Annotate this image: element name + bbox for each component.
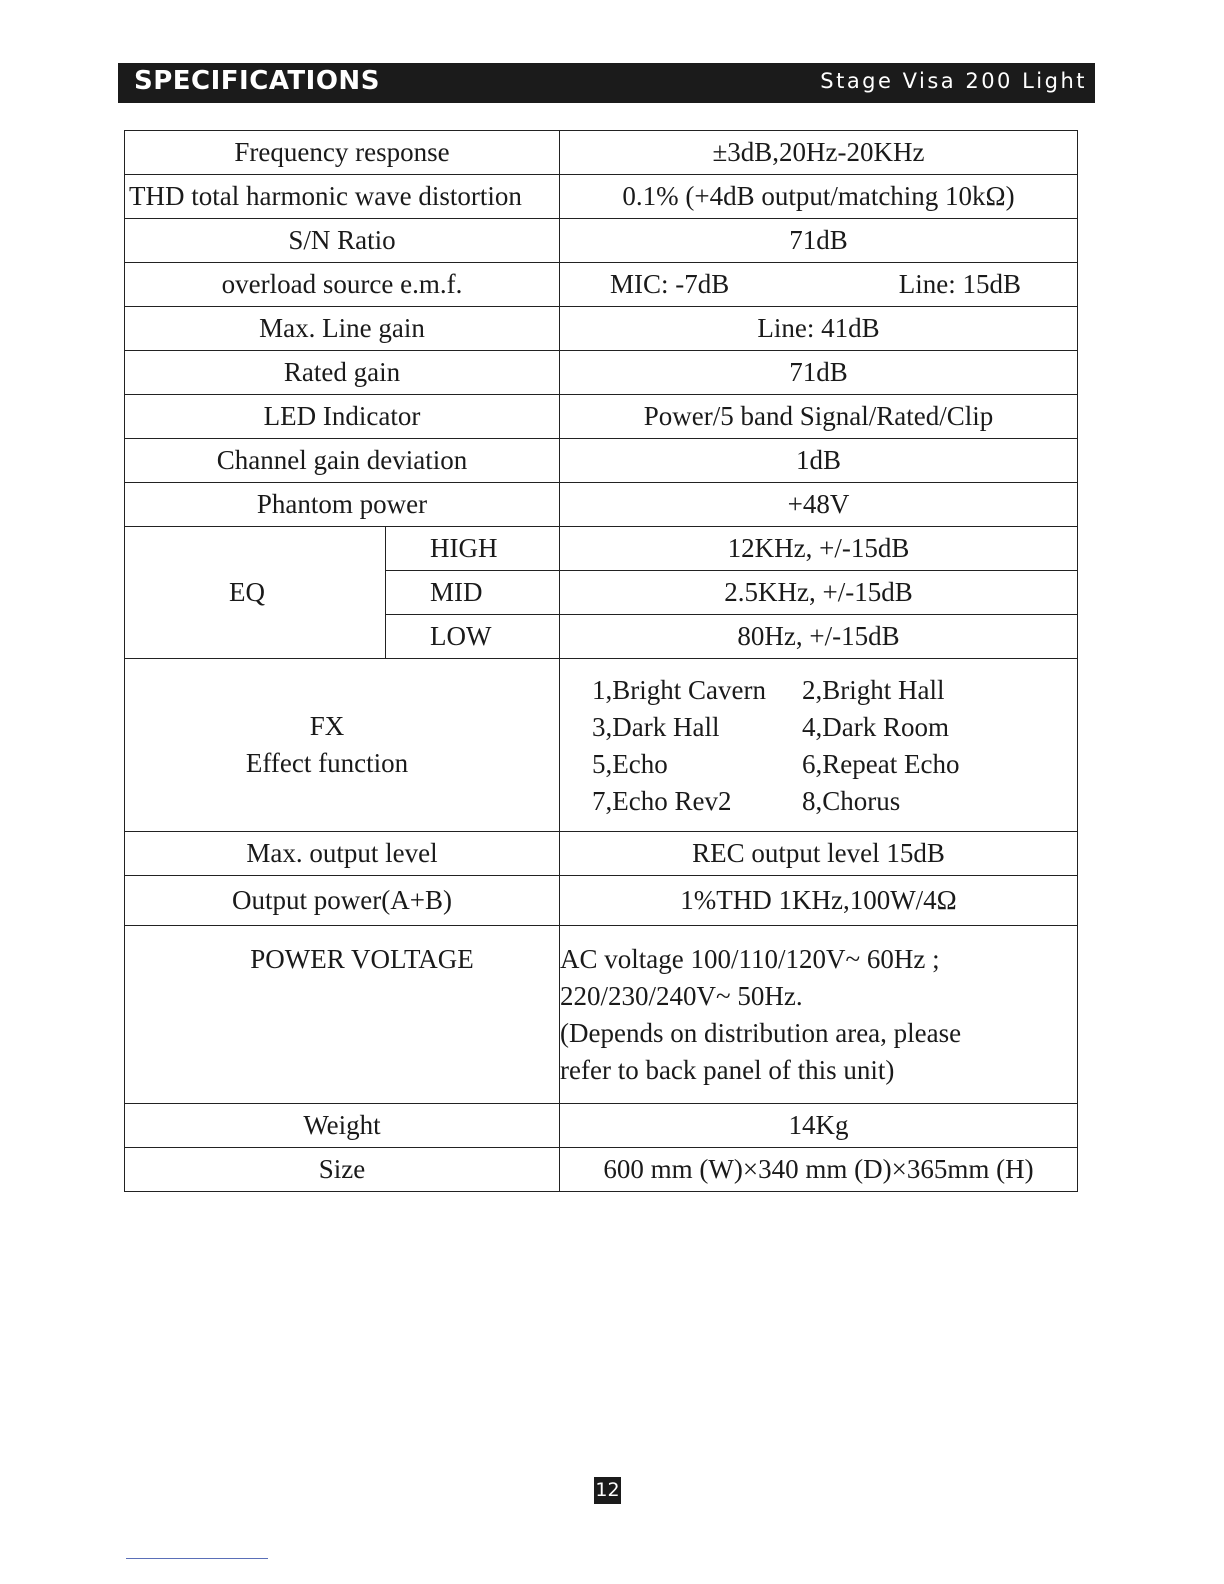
table-row [125, 351, 1078, 395]
eq-low-value: 80Hz, +/-15dB [560, 615, 1078, 659]
overload-value [560, 263, 1078, 307]
max-line-gain-label: Max. Line gain [125, 307, 560, 351]
table-row [125, 1148, 1078, 1192]
eq-mid-value: 2.5KHz, +/-15dB [560, 571, 1078, 615]
table-row [125, 1104, 1078, 1148]
fx-effect: 5,Echo [592, 748, 668, 779]
power-voltage-line: AC voltage 100/110/120V~ 60Hz ; [560, 943, 940, 974]
table-row [125, 131, 1078, 175]
thd-label: THD total harmonic wave distortion [125, 175, 560, 219]
table-row [125, 527, 1078, 571]
fx-label-line1: FX [309, 711, 345, 741]
table-row [125, 219, 1078, 263]
table-row [125, 832, 1078, 876]
fx-effect: 8,Chorus [802, 785, 901, 816]
rated-gain-label: Rated gain [125, 351, 560, 395]
sn-ratio-value: 71dB [560, 219, 1078, 263]
output-power-value: 1%THD 1KHz,100W/4Ω [560, 876, 1078, 926]
overload-mic: MIC: -7dB [610, 269, 730, 299]
fx-effect: 6,Repeat Echo [802, 748, 960, 779]
footer-divider [126, 1558, 268, 1559]
led-indicator-label: LED Indicator [125, 395, 560, 439]
table-row [125, 659, 1078, 832]
table-row [125, 483, 1078, 527]
table-row [125, 439, 1078, 483]
overload-line: Line: 15dB [898, 269, 1021, 299]
page-number: 12 [594, 1477, 621, 1504]
eq-label: EQ [125, 527, 386, 659]
fx-effect: 7,Echo Rev2 [592, 785, 732, 816]
model-name: Stage Visa 200 Light [820, 69, 1087, 93]
frequency-response-value: ±3dB,20Hz-20KHz [560, 131, 1078, 175]
specifications-table [124, 130, 1078, 1192]
power-voltage-value [560, 926, 1078, 1104]
eq-mid-label: MID [386, 571, 560, 615]
eq-high-label: HIGH [386, 527, 560, 571]
weight-label: Weight [125, 1104, 560, 1148]
table-row [125, 307, 1078, 351]
fx-label [125, 659, 560, 832]
power-voltage-line: 220/230/240V~ 50Hz. [560, 980, 803, 1011]
table-row [125, 876, 1078, 926]
led-indicator-value: Power/5 band Signal/Rated/Clip [560, 395, 1078, 439]
sn-ratio-label: S/N Ratio [125, 219, 560, 263]
frequency-response-label: Frequency response [125, 131, 560, 175]
table-row [125, 395, 1078, 439]
size-label: Size [125, 1148, 560, 1192]
channel-gain-deviation-label: Channel gain deviation [125, 439, 560, 483]
rated-gain-value: 71dB [560, 351, 1078, 395]
channel-gain-deviation-value: 1dB [560, 439, 1078, 483]
power-voltage-label: POWER VOLTAGE [125, 926, 560, 1104]
weight-value: 14Kg [560, 1104, 1078, 1148]
fx-effect: 2,Bright Hall [802, 674, 945, 705]
fx-effect: 4,Dark Room [802, 711, 949, 742]
max-output-level-value: REC output level 15dB [560, 832, 1078, 876]
output-power-label: Output power(A+B) [125, 876, 560, 926]
page-title: SPECIFICATIONS [134, 66, 380, 96]
specifications-header [118, 63, 1095, 103]
power-voltage-line: (Depends on distribution area, please [560, 1017, 962, 1048]
phantom-power-value: +48V [560, 483, 1078, 527]
fx-label-line2: Effect function [245, 748, 409, 778]
fx-effect: 1,Bright Cavern [592, 674, 766, 705]
overload-label: overload source e.m.f. [125, 263, 560, 307]
eq-low-label: LOW [386, 615, 560, 659]
table-row [125, 263, 1078, 307]
size-value: 600 mm (W)×340 mm (D)×365mm (H) [560, 1148, 1078, 1192]
eq-high-value: 12KHz, +/-15dB [560, 527, 1078, 571]
fx-effects-list [560, 659, 1078, 832]
table-row [125, 175, 1078, 219]
thd-value: 0.1% (+4dB output/matching 10kΩ) [560, 175, 1078, 219]
max-output-level-label: Max. output level [125, 832, 560, 876]
table-row [125, 926, 1078, 1104]
fx-effect: 3,Dark Hall [592, 711, 720, 742]
phantom-power-label: Phantom power [125, 483, 560, 527]
max-line-gain-value: Line: 41dB [560, 307, 1078, 351]
power-voltage-line: refer to back panel of this unit) [560, 1054, 895, 1085]
